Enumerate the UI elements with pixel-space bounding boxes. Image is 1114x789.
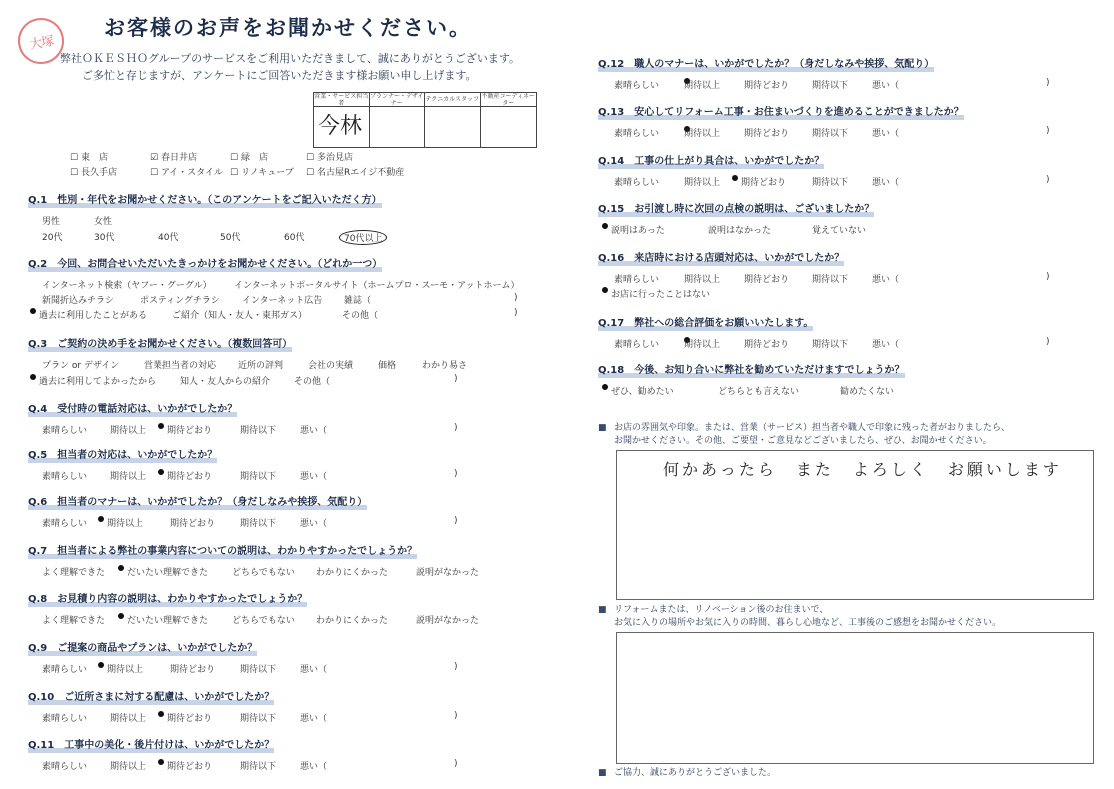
question-q12 [598, 52, 1098, 92]
question-title: Q.3 ご契約の決め手をお聞かせください。（複数回答可） [28, 335, 292, 352]
store-checkbox[interactable]: ☐ リノキューブ [230, 165, 306, 178]
question-q2 [28, 252, 568, 322]
selection-mark-icon [602, 223, 608, 229]
question-title: Q.14 工事の仕上がり具合は、いかがでしたか？ [598, 152, 824, 169]
question-q14 [598, 149, 1098, 189]
option[interactable]: よく理解できた [42, 616, 106, 626]
question-q6 [28, 490, 568, 530]
option[interactable]: 素晴らしい [614, 81, 660, 91]
question-q10 [28, 685, 568, 725]
paren-close: ) [1046, 337, 1050, 347]
selection-mark-icon [602, 384, 608, 390]
store-checkboxes [70, 150, 540, 178]
option[interactable]: 期待どおり [744, 81, 790, 91]
option-selected[interactable]: だいたい理解できた [118, 613, 127, 623]
option[interactable]: よく理解できた [42, 568, 106, 578]
question-q13 [598, 100, 1098, 140]
option-selected[interactable]: 期待以上 [684, 337, 693, 347]
option[interactable]: 説明がなかった [416, 568, 480, 578]
question-title: Q.15 お引渡し時に次回の点検の説明は、ございましたか？ [598, 200, 874, 217]
option[interactable]: 期待以上 [684, 178, 721, 188]
rating-options [598, 126, 1098, 140]
question-q9 [28, 636, 568, 676]
option[interactable]: 悪い（ [872, 178, 900, 188]
question-q3 [28, 332, 568, 388]
option[interactable]: 期待以下 [812, 178, 849, 188]
option[interactable]: インターネット広告 [242, 296, 323, 306]
option[interactable]: 素晴らしい [42, 472, 88, 482]
rating-options [598, 272, 1098, 286]
question-q16 [598, 246, 1098, 301]
paren-close: ) [454, 662, 458, 672]
paren-close: ) [454, 759, 458, 769]
option[interactable]: 素晴らしい [614, 178, 660, 188]
selection-mark-icon [30, 374, 36, 380]
handwritten-answer: 何かあったら また よろしく お願いします [663, 460, 1062, 479]
option[interactable]: インターネット検索（ヤフー・グーグル） [42, 281, 212, 291]
option[interactable]: ポスティングチラシ [140, 296, 220, 306]
option[interactable]: どちらとも言えない [718, 387, 800, 397]
option-selected[interactable]: だいたい理解できた [118, 565, 127, 575]
option[interactable]: 期待どおり [744, 129, 790, 139]
question-title: Q.11 工事中の美化・後片付けは、いかがでしたか？ [28, 736, 274, 753]
paren-close: ) [454, 711, 458, 721]
staff-header-sales: 営業・サービス担当者 [314, 92, 369, 107]
option[interactable]: 期待以下 [812, 81, 849, 91]
question-title: Q.8 お見積り内容の説明は、わかりやすかったでしょうか？ [28, 590, 307, 607]
question-title: Q.16 来店時における店頭対応は、いかがでしたか？ [598, 249, 844, 266]
option-selected[interactable]: 期待どおり [158, 759, 167, 769]
paren-close: ) [514, 308, 518, 318]
option[interactable]: 悪い（ [300, 762, 328, 772]
clarity-options [28, 613, 568, 627]
question-title: Q.13 安心してリフォーム工事・お住まいづくりを進めることができましたか？ [598, 103, 964, 120]
option[interactable]: 悪い（ [872, 275, 900, 285]
q2-options-row2 [28, 293, 568, 307]
rating-options [28, 423, 568, 437]
option-selected[interactable]: 過去に利用してよかったから [30, 374, 39, 384]
intro-line-1: 弊社ＯＫＥＳＨＯグループのサービスをご利用いただきまして、誠にありがとうございます。 [60, 52, 521, 65]
page-title: お客様のお声をお聞かせください。 [104, 16, 472, 40]
option[interactable]: 期待以下 [240, 426, 277, 436]
selection-mark-icon [158, 469, 164, 475]
question-q8 [28, 587, 568, 627]
option[interactable]: 期待以下 [240, 519, 277, 529]
option[interactable]: 雑誌（ [344, 296, 372, 306]
selection-mark-icon [30, 308, 36, 314]
staff-sales-name[interactable]: 今林 [314, 107, 370, 147]
staff-header-technical: テクニカルスタッフ [425, 93, 481, 107]
q3-options-row2 [28, 374, 568, 388]
option[interactable]: 期待どおり [744, 340, 790, 350]
option[interactable]: 説明はなかった [708, 226, 772, 236]
option[interactable]: 悪い（ [300, 472, 328, 482]
rating-options [28, 711, 568, 725]
selection-mark-icon [118, 613, 124, 619]
option[interactable]: 素晴らしい [42, 762, 88, 772]
store-checkbox[interactable]: ☐ 長久手店 [70, 165, 150, 178]
option[interactable]: その他（ [342, 311, 379, 321]
option[interactable]: その他（ [294, 377, 331, 387]
selection-mark-icon [158, 711, 164, 717]
option[interactable]: 期待以下 [240, 714, 277, 724]
question-title: Q.9 ご提案の商品やプランは、いかがでしたか？ [28, 639, 257, 656]
question-q7 [28, 539, 568, 579]
paren-close: ) [454, 423, 458, 433]
question-title: Q.1 性別・年代をお聞かせください。（このアンケートをご記入いただく方） [28, 191, 382, 208]
option[interactable]: 素晴らしい [614, 275, 660, 285]
store-checkbox[interactable]: ☐ アイ・スタイル [150, 165, 230, 178]
option[interactable]: 知人・友人からの紹介 [180, 377, 271, 387]
option[interactable]: 悪い（ [300, 665, 328, 675]
paren-close: ) [1046, 126, 1050, 136]
option-selected[interactable]: ぜひ、勧めたい [602, 384, 611, 394]
selection-mark-icon [602, 287, 608, 293]
option[interactable]: 期待以上 [110, 472, 147, 482]
store-checkbox[interactable]: ☑ 春日井店 [150, 150, 230, 163]
paren-close: ) [454, 469, 458, 479]
option[interactable]: わかり易さ [422, 361, 468, 371]
option[interactable]: 近所の評判 [238, 361, 284, 371]
rating-options [28, 759, 568, 773]
age-options [28, 230, 568, 244]
option[interactable]: どちらでもない [232, 568, 295, 578]
option-selected[interactable]: 期待どおり [732, 175, 741, 185]
selection-mark-icon [732, 175, 738, 181]
option[interactable]: 悪い（ [300, 426, 328, 436]
paren-close: ) [454, 374, 458, 384]
rating-options [598, 78, 1098, 92]
option-selected[interactable]: 過去に利用したことがある [30, 308, 39, 318]
question-title: Q.10 ご近所さまに対する配慮は、いかがでしたか？ [28, 688, 274, 705]
option-selected[interactable]: 期待以上 [98, 516, 107, 526]
free-comment-box-2[interactable] [616, 632, 1094, 764]
option[interactable]: 期待以下 [240, 762, 277, 772]
question-title: Q.17 弊社への総合評価をお願いいたします。 [598, 314, 813, 331]
intro-text [60, 50, 520, 84]
question-title: Q.12 職人のマナーは、いかがでしたか？（身だしなみや挨拶、気配り） [598, 55, 934, 72]
seal-stamp: 大塚 [14, 14, 67, 67]
option[interactable]: 悪い（ [872, 129, 900, 139]
staff-realestate-name[interactable] [481, 107, 537, 147]
option[interactable]: 期待以下 [812, 275, 849, 285]
option-age[interactable]: 30代 [94, 233, 115, 243]
q3-options-row1 [28, 358, 568, 372]
rating-options [28, 469, 568, 483]
q2-options-row1 [28, 278, 568, 292]
option[interactable]: わかりにくかった [316, 568, 389, 578]
option-age[interactable]: 40代 [158, 233, 179, 243]
free-comment-box-1[interactable] [616, 450, 1094, 600]
option[interactable]: 説明がなかった [416, 616, 480, 626]
option[interactable]: 素晴らしい [42, 519, 88, 529]
option-selected[interactable]: 期待どおり [158, 711, 167, 721]
option[interactable]: 期待以上 [110, 762, 147, 772]
option[interactable]: わかりにくかった [316, 616, 389, 626]
rating-options [28, 662, 568, 676]
option-age-selected[interactable]: 70代以上 [339, 230, 387, 245]
option[interactable]: インターネットポータルサイト（ホームプロ・スーモ・アットホーム） [234, 281, 520, 291]
q15-options [598, 223, 1098, 237]
option-selected[interactable]: 期待以上 [684, 126, 693, 136]
option[interactable]: 期待以上 [110, 714, 147, 724]
question-q18 [598, 358, 1098, 398]
paren-close: ) [454, 516, 458, 526]
option-age[interactable]: 60代 [284, 233, 305, 243]
free-comment-prompt-2: ■ リフォームまたは、リノベーション後のお住まいで、 お気に入りの場所やお気に入りの時間、暮らし心地など、工事後のご感想をお聞かせください。 [614, 604, 1114, 630]
paren-close: ) [514, 293, 518, 303]
option[interactable]: 期待以下 [240, 665, 277, 675]
option[interactable]: 勧めたくない [840, 387, 895, 397]
selection-mark-icon [118, 565, 124, 571]
option-selected[interactable]: お店に行ったことはない [602, 287, 611, 297]
question-title: Q.7 担当者による弊社の事業内容についての説明は、わかりやすかったでしょうか？ [28, 542, 417, 559]
option-selected[interactable]: 期待以上 [98, 662, 107, 672]
q18-options [598, 384, 1098, 398]
question-title: Q.4 受付時の電話対応は、いかがでしたか？ [28, 400, 237, 417]
option-female[interactable]: 女性 [94, 217, 113, 227]
option[interactable]: 期待どおり [170, 665, 216, 675]
option[interactable]: 新聞折込みチラシ [42, 296, 115, 306]
question-q15 [598, 197, 1098, 237]
question-title: Q.18 今後、お知り合いに弊社を勧めていただけますでしょうか？ [598, 361, 905, 378]
paren-close: ) [1046, 272, 1050, 282]
q16-extra-option [598, 287, 1098, 301]
option[interactable]: プラン or デザイン [42, 361, 120, 371]
selection-mark-icon [98, 662, 104, 668]
option[interactable]: 悪い（ [872, 81, 900, 91]
question-q17 [598, 311, 1098, 351]
option[interactable]: 期待どおり [744, 275, 790, 285]
option-selected[interactable]: 期待どおり [158, 469, 167, 479]
option-selected[interactable]: 説明はあった [602, 223, 611, 233]
question-q11 [28, 733, 568, 773]
paren-close: ) [1046, 175, 1050, 185]
option[interactable]: 悪い（ [300, 714, 328, 724]
intro-line-2: ご多忙と存じますが、アンケートにご回答いただきます様お願い申し上げます。 [82, 69, 477, 82]
store-checkbox[interactable]: ☐ 多治見店 [306, 150, 426, 163]
rating-options [28, 516, 568, 530]
option-selected[interactable]: 期待どおり [158, 423, 167, 433]
option[interactable]: 期待以下 [240, 472, 277, 482]
option-selected[interactable]: 期待以上 [684, 78, 693, 88]
option[interactable]: 素晴らしい [42, 714, 88, 724]
option[interactable]: 期待以下 [812, 129, 849, 139]
store-checkbox[interactable]: ☐ 名古屋Rエイジ不動産 [306, 165, 426, 178]
option[interactable]: ご紹介（知人・友人・東邦ガス） [172, 311, 308, 321]
option[interactable]: 素晴らしい [614, 340, 660, 350]
option[interactable]: 悪い（ [300, 519, 328, 529]
question-q1 [28, 188, 568, 244]
option[interactable]: 素晴らしい [42, 426, 88, 436]
thank-you-footer: ■ ご協力、誠にありがとうございました。 [614, 767, 1114, 780]
option[interactable]: 価格 [378, 361, 397, 371]
option[interactable]: 期待以上 [684, 275, 721, 285]
gender-options [28, 214, 568, 228]
question-title: Q.2 今回、お問合せいただいたきっかけをお聞かせください。（どれか一つ） [28, 255, 382, 272]
option[interactable]: 素晴らしい [42, 665, 88, 675]
selection-mark-icon [98, 516, 104, 522]
option[interactable]: 悪い（ [872, 340, 900, 350]
question-q4 [28, 397, 568, 437]
option[interactable]: 期待以上 [110, 426, 147, 436]
staff-technical-name[interactable] [425, 107, 481, 147]
clarity-options [28, 565, 568, 579]
selection-mark-icon [158, 759, 164, 765]
free-comment-prompt-1: ■ お店の雰囲気や印象。または、営業（サービス）担当者や職人で印象に残った者がおりましたら、 お聞かせください。その他、ご要望・ご意見などございましたら、ぜひ、お聞かせください。 [614, 422, 1114, 448]
question-q5 [28, 443, 568, 483]
staff-table [313, 92, 537, 148]
option[interactable]: 期待どおり [170, 519, 216, 529]
question-title: Q.5 担当者の対応は、いかがでしたか？ [28, 446, 217, 463]
store-checkbox[interactable]: ☐ 緑 店 [230, 150, 306, 163]
staff-header-realestate: 不動産コーディネーター [481, 92, 536, 107]
right-column [580, 0, 1114, 789]
option[interactable]: 覚えていない [812, 226, 867, 236]
rating-options [598, 175, 1098, 189]
option[interactable]: 素晴らしい [614, 129, 660, 139]
option-age[interactable]: 20代 [42, 233, 63, 243]
option[interactable]: どちらでもない [232, 616, 295, 626]
staff-planner-name[interactable] [370, 107, 426, 147]
question-title: Q.6 担当者のマナーは、いかがでしたか？（身だしなみや挨拶、気配り） [28, 493, 367, 510]
paren-close: ) [1046, 78, 1050, 88]
staff-header-planner: プランナー・デザイナー [369, 92, 424, 107]
q2-options-row3 [28, 308, 568, 322]
store-checkbox[interactable]: ☐ 東 店 [70, 150, 150, 163]
option[interactable]: 会社の実績 [308, 361, 354, 371]
option[interactable]: 期待以下 [812, 340, 849, 350]
option-male[interactable]: 男性 [42, 217, 61, 227]
selection-mark-icon [158, 423, 164, 429]
option-age[interactable]: 50代 [220, 233, 241, 243]
option[interactable]: 営業担当者の対応 [144, 361, 217, 371]
rating-options [598, 337, 1098, 351]
